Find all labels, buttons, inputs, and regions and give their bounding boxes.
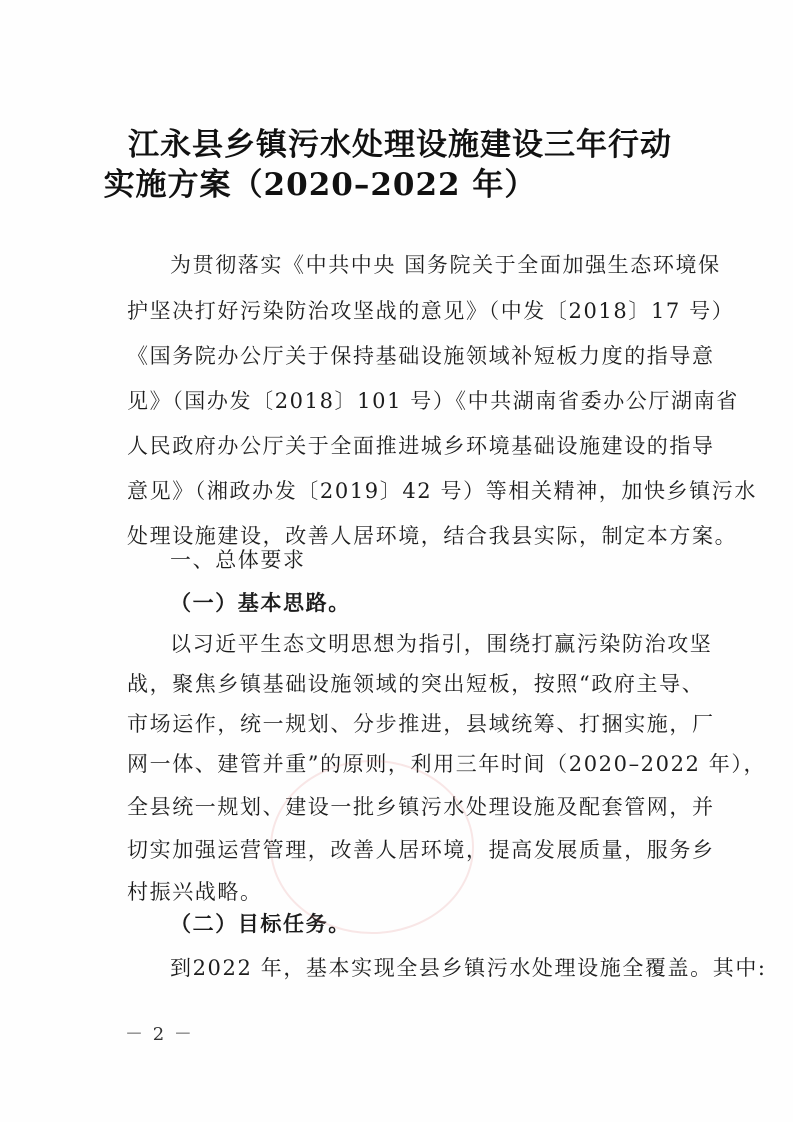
paragraph-line: 村振兴战略。 xyxy=(127,880,263,904)
paragraph-line: 网一体、建管并重”的原则，利用三年时间（2020–2022 年）， xyxy=(127,752,767,776)
subsection-heading-1: （一）基本思路。 xyxy=(170,590,351,615)
paragraph-line: 全县统一规划、建设一批乡镇污水处理设施及配套管网，并 xyxy=(127,795,715,819)
paragraph-line: 见》（国办发〔2018〕101 号）《中共湖南省委办公厅湖南省 xyxy=(127,389,739,413)
paragraph-line: 切实加强运营管理，改善人居环境，提高发展质量，服务乡 xyxy=(127,838,715,862)
document-title-line-2: 实施方案（2020–2022 年） xyxy=(103,167,537,203)
paragraph-line: 意见》（湘政办发〔2019〕42 号）等相关精神，加快乡镇污水 xyxy=(127,479,757,503)
paragraph-line: 战，聚焦乡镇基础设施领域的突出短板，按照“政府主导、 xyxy=(127,672,705,696)
paragraph-line: 处理设施建设，改善人居环境，结合我县实际，制定本方案。 xyxy=(127,524,738,548)
paragraph-line: 《国务院办公厅关于保持基础设施领域补短板力度的指导意 xyxy=(127,344,715,368)
paragraph-line: 到2022 年，基本实现全县乡镇污水处理设施全覆盖。其中: xyxy=(170,956,767,980)
paragraph-line: 为贯彻落实《中共中央 国务院关于全面加强生态环境保 xyxy=(170,253,721,277)
subsection-heading-2: （二）目标任务。 xyxy=(170,911,351,936)
paragraph-line: 人民政府办公厅关于全面推进城乡环境基础设施建设的指导 xyxy=(127,434,715,458)
paragraph-line: 市场运作，统一规划、分步推进，县域统筹、打捆实施，厂 xyxy=(127,712,715,736)
page-number: － 2 － xyxy=(125,1024,194,1045)
section-heading-1: 一、总体要求 xyxy=(170,548,306,572)
paragraph-line: 护坚决打好污染防治攻坚战的意见》（中发〔2018〕17 号） xyxy=(127,299,735,323)
paragraph-line: 以习近平生态文明思想为指引，围绕打赢污染防治攻坚 xyxy=(170,632,713,656)
document-title-line-1: 江永县乡镇污水处理设施建设三年行动 xyxy=(128,127,672,163)
